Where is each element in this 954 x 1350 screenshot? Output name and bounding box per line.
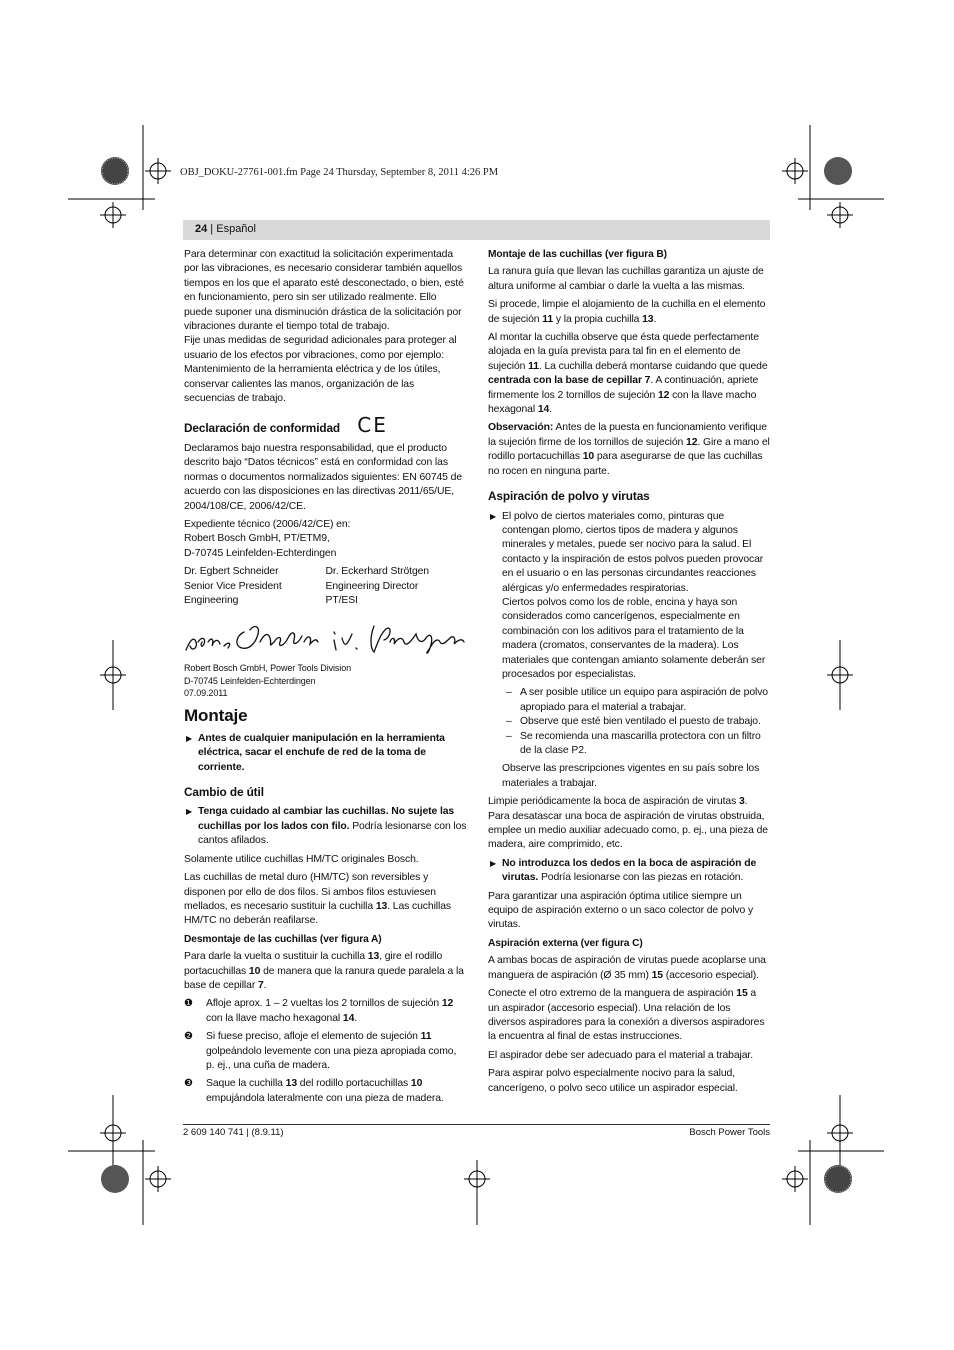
- company-date: 07.09.2011: [184, 688, 228, 699]
- signer-name: Dr. Egbert Schneider: [184, 566, 279, 578]
- bullet-triangle-icon: ▶: [490, 511, 497, 521]
- dossier-line: D-70745 Leinfelden-Echterdingen: [184, 547, 337, 559]
- warning-text: Podría lesionarse con los cantos afilados.: [198, 820, 467, 847]
- observation: Observación: Antes de la puesta en funcionamiento verifique la sujeción firme de los tornillos de sujeción 12. Gire a mano el rodillo portacuchillas 10 para asegurarse de que las cuchillas no rocen en ninguna parte.: [488, 422, 770, 477]
- list-item: – Observe que esté bien ventilado el puesto de trabajo.: [506, 716, 761, 728]
- safety-warning: [488, 510, 770, 596]
- safety-warning: [488, 857, 770, 886]
- page-header-bar: [183, 220, 770, 240]
- bullet-triangle-icon: ▶: [490, 858, 497, 868]
- paragraph: Para darle la vuelta o sustituir la cuchilla 13, gire el rodillo portacuchillas 10 de manera que la ranura quede paralela a la base de cepillar 7.: [184, 951, 464, 991]
- dossier-line: Expediente técnico (2006/42/CE) en:: [184, 518, 351, 530]
- dossier-line: Robert Bosch GmbH, PT/ETM9,: [184, 533, 330, 545]
- signers: [184, 565, 467, 608]
- aspiracion-heading: Aspiración de polvo y virutas: [488, 489, 650, 504]
- aspiracion-externa-heading: Aspiración externa (ver figura C): [488, 937, 643, 949]
- paragraph: Ciertos polvos como los de roble, encina y haya son considerados como cancerígenos, especialmente en combinación con los aditivos para el tratamiento de la madera (cromatos, conservantes de la madera). Los materiales que contengan amianto solamente deberán ser procesados por especialistas.: [502, 596, 766, 680]
- paragraph: Fije unas medidas de seguridad adicionales para proteger al usuario de los efectos por vibraciones, como por ejemplo: Mantenimiento de la herramienta eléctrica y de los útiles, conservar calientes las manos, organización de las secuencias de trabajo.: [184, 335, 457, 405]
- page-number: 24: [195, 223, 208, 235]
- step-number-icon: ❸: [184, 1078, 193, 1090]
- paragraph: El aspirador debe ser adecuado para el material a trabajar.: [488, 1049, 753, 1061]
- warning-bold: Tenga cuidado al cambiar las cuchillas. No sujete las cuchillas por los lados con filo.: [198, 806, 455, 832]
- signer-dept: PT/ESI: [325, 594, 358, 606]
- signer-2: [326, 565, 468, 608]
- list-item: – A ser posible utilice un equipo para aspiración de polvo apropiado para el material a trabajar.: [506, 687, 768, 713]
- bullet-triangle-icon: ▶: [186, 733, 193, 743]
- handwritten-signature: [184, 612, 467, 658]
- warning-text: Antes de cualquier manipulación en la herramienta eléctrica, sacar el enchufe de red de la toma de corriente.: [198, 732, 445, 773]
- safety-warning: [184, 732, 467, 775]
- desmontaje-heading: Desmontaje de las cuchillas (ver figura A): [184, 933, 382, 945]
- signer-dept: Engineering: [184, 594, 239, 606]
- paragraph: Conecte el otro extremo de la manguera de aspiración 15 a un aspirador (accesorio especial). Una relación de los diversos aspiradores para la conexión a diversos aspiradores la encuentra al final de estas instrucciones.: [488, 988, 765, 1043]
- signer-1: [184, 565, 326, 608]
- company-line: Robert Bosch GmbH, Power Tools Division: [184, 663, 351, 674]
- montaje-b-heading: Montaje de las cuchillas (ver figura B): [488, 249, 667, 260]
- footer-divider: [183, 1124, 770, 1125]
- step-1: ❶ Afloje aprox. 1 – 2 vueltas los 2 tornillos de sujeción 12 con la llave macho hexagonal 14.: [184, 998, 454, 1024]
- signer-title: Engineering Director: [325, 580, 419, 592]
- paragraph: La ranura guía que llevan las cuchillas garantiza un ajuste de altura uniforme al cambiar o darle la vuelta a las mismas.: [488, 266, 764, 292]
- print-header: OBJ_DOKU-27761-001.fm Page 24 Thursday, September 8, 2011 4:26 PM: [180, 167, 499, 178]
- paragraph: Solamente utilice cuchillas HM/TC originales Bosch.: [184, 853, 419, 865]
- paragraph: Declaramos bajo nuestra responsabilidad, que el producto descrito bajo “Datos técnicos” está en conformidad con las normas o documentos normalizados siguientes: EN 60745 de acuerdo con las disposiciones en las directivas 2011/65/UE, 2004/108/CE, 2006/42/CE.: [184, 442, 462, 512]
- signer-name: Dr. Eckerhard Strötgen: [325, 566, 429, 578]
- footer-brand: Bosch Power Tools: [689, 1127, 770, 1138]
- paragraph: Limpie periódicamente la boca de aspiración de virutas 3. Para desatascar una boca de aspiración de virutas obstruida, emplee un medio auxiliar adecuado como, p. ej., una pieza de madera, aire comprimido, etc.: [488, 796, 768, 851]
- section-name: Español: [216, 223, 256, 235]
- step-number-icon: ❷: [184, 1031, 193, 1043]
- company-line: D-70745 Leinfelden-Echterdingen: [184, 675, 316, 686]
- list-item: – Se recomienda una mascarilla protectora con un filtro de la clase P2.: [506, 730, 761, 756]
- safety-warning: [184, 805, 467, 848]
- ce-mark-icon: CE: [357, 413, 388, 438]
- footer-doc-number: 2 609 140 741 | (8.9.11): [183, 1127, 284, 1138]
- paragraph: Observe las prescripciones vigentes en su país sobre los materiales a trabajar.: [502, 763, 760, 789]
- paragraph: Para determinar con exactitud la solicitación experimentada por las vibraciones, es necesario considerar también aquellos tiempos en los que el aparato esté desconectado, o bien, esté en funcionamiento, pero sin ser utilizado realmente. Ello puede suponer una disminución drástica de la solicitación por vibraciones durante el tiempo total de trabajo.: [184, 249, 464, 333]
- signer-title: Senior Vice President: [184, 580, 282, 592]
- step-3: ❸ Saque la cuchilla 13 del rodillo portacuchillas 10 empujándola lateralmente con una pieza de madera.: [184, 1078, 444, 1104]
- step-number-icon: ❶: [184, 998, 193, 1010]
- right-column: [488, 248, 770, 1100]
- warning-bold: No introduzca los dedos en la boca de aspiración de virutas.: [502, 857, 757, 884]
- paragraph: Al montar la cuchilla observe que ésta quede perfectamente alojada en la guía prevista para tal fin en el elemento de sujeción 11. La cuchilla deberá montarse cuidando que quede centrada con la base de cepillar 7. A continuación, apriete firmemente los 2 tornillos de sujeción 12 con la llave macho hexagonal 14.: [488, 332, 768, 416]
- paragraph: Para aspirar polvo especialmente nocivo para la salud, cancerígeno, o polvo seco utilice un aspirador especial.: [488, 1068, 738, 1094]
- bullet-triangle-icon: ▶: [186, 807, 193, 817]
- cambio-heading: Cambio de útil: [184, 785, 264, 800]
- paragraph: A ambas bocas de aspiración de virutas puede acoplarse una manguera de aspiración (Ø 35 mm) 15 (accesorio especial).: [488, 955, 766, 981]
- left-column: [184, 248, 467, 1110]
- paragraph: Las cuchillas de metal duro (HM/TC) son reversibles y disponen por ello de dos filos. Si ambos filos estuviesen mellados, es necesario sustituir la cuchilla 13. Las cuchillas HM/TC no deberán reafilarse.: [184, 872, 451, 927]
- warning-text: El polvo de ciertos materiales como, pinturas que contengan plomo, ciertos tipos de madera y algunos minerales y metales, puede ser nocivo para la salud. El contacto y la inspiración de estos polvos pueden provocar en el usuario o en las personas circundantes reacciones alérgicas y/o enfermedades respiratorias.: [502, 510, 764, 594]
- montaje-heading: Montaje: [184, 705, 248, 725]
- warning-text: Podría lesionarse con las piezas en rotación.: [538, 872, 744, 884]
- conformity-heading: [184, 413, 467, 438]
- paragraph: Para garantizar una aspiración óptima utilice siempre un equipo de aspiración externo o un saco colector de polvo y virutas.: [488, 890, 754, 931]
- paragraph: Si procede, limpie el alojamiento de la cuchilla en el elemento de sujeción 11 y la propia cuchilla 13.: [488, 299, 766, 325]
- page-header: 24 | Español: [195, 223, 256, 235]
- step-2: ❷ Si fuese preciso, afloje el elemento de sujeción 11 golpeándolo levemente con una pieza apropiada como, p. ej., una cuña de madera.: [184, 1031, 457, 1071]
- conformity-title: Declaración de conformidad: [184, 421, 341, 436]
